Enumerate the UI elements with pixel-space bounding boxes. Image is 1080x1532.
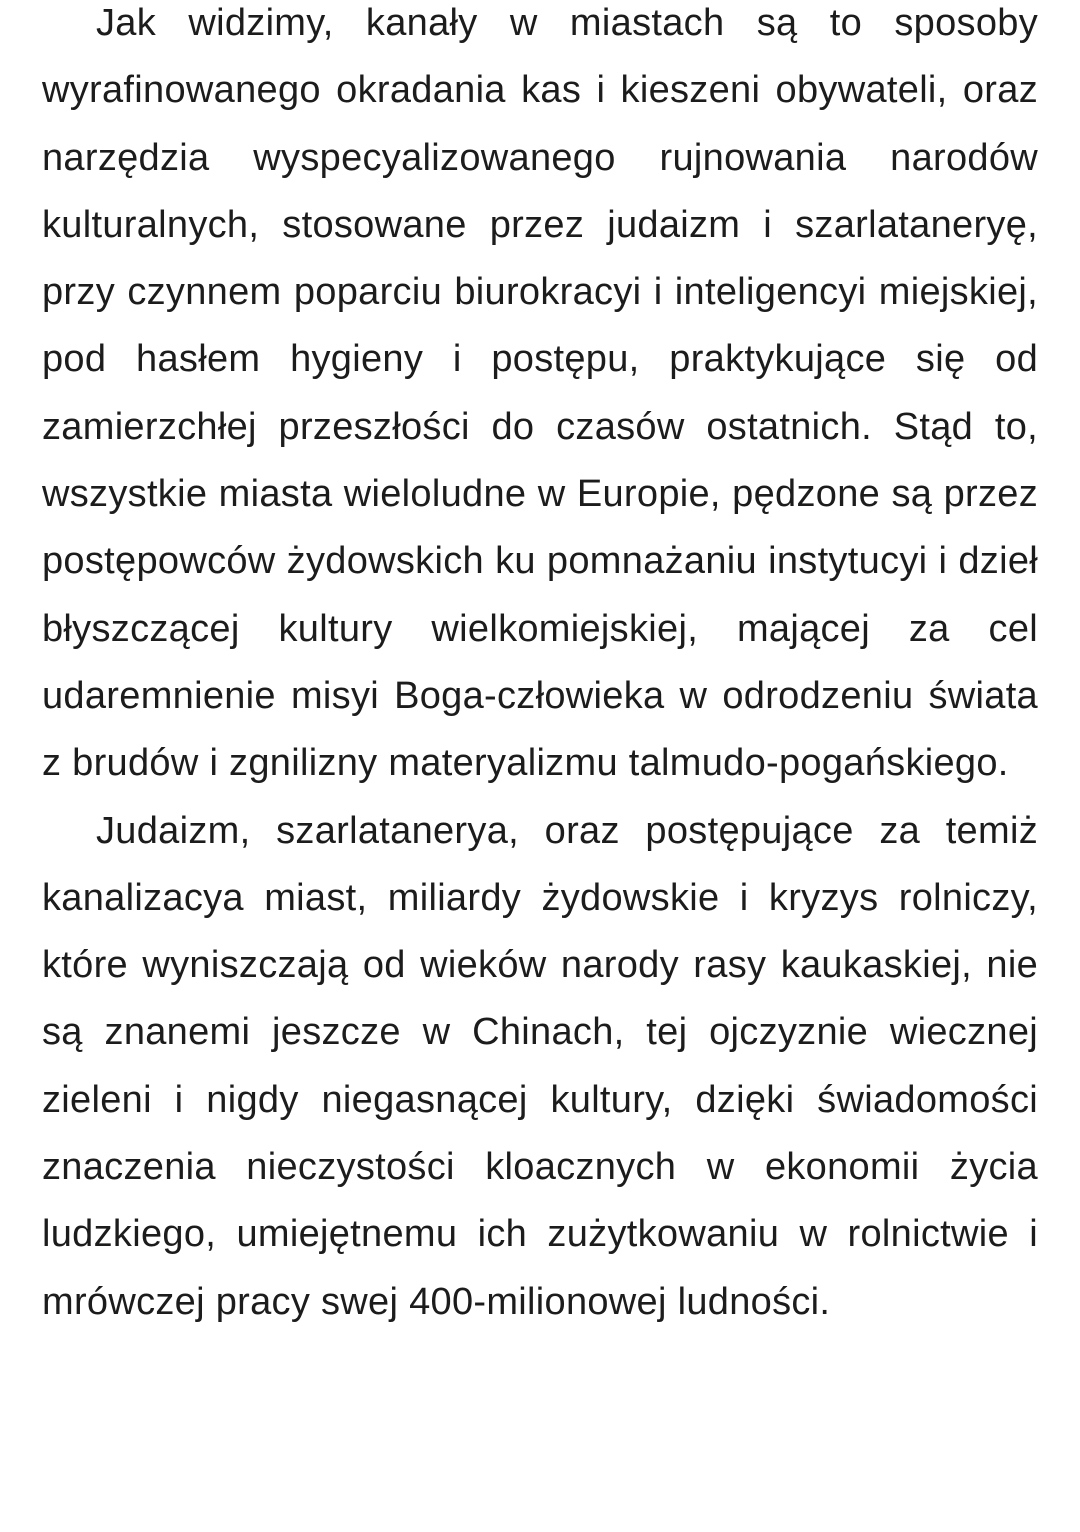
document-page	[42, 0, 1038, 1346]
paragraph-canals: Jak widzimy, kanały w miastach są to sposoby wyrafinowanego okradania kas i kieszeni obywateli, oraz narzędzia wyspecyalizowanego rujnowania narodów kulturalnych, stosowane przez judaizm i szarlataneryę, przy czynnem poparciu biurokracyi i inteligencyi miejskiej, pod hasłem hygieny i postępu, praktykujące się od zamierzchłej przeszłości do czasów ostatnich. Stąd to, wszystkie miasta wieloludne w Europie, pędzone są przez postępowców żydowskich ku pomnażaniu instytucyi i dzieł błyszczącej kultury wielkomiejskiej, mającej za cel udaremnienie misyi Boga-człowieka w odrodzeniu świata z brudów i zgnilizny materyalizmu talmudo-pogańskiego.	[42, 2, 1038, 785]
paragraph-judaism-china: Judaizm, szarlatanerya, oraz postępujące za temiż kanalizacya miast, miliardy żydowskie i kryzys rolniczy, które wyniszczają od wieków narody rasy kaukaskiej, nie są znanemi jeszcze w Chinach, tej ojczyznie wiecznej zieleni i nigdy niegasnącej kultury, dzięki świadomości znaczenia nieczystości kloacznych w ekonomii życia ludzkiego, umiejętnemu ich zużytkowaniu w rolnictwie i mrówczej pracy swej 400-milionowej ludności.	[42, 809, 1038, 1323]
